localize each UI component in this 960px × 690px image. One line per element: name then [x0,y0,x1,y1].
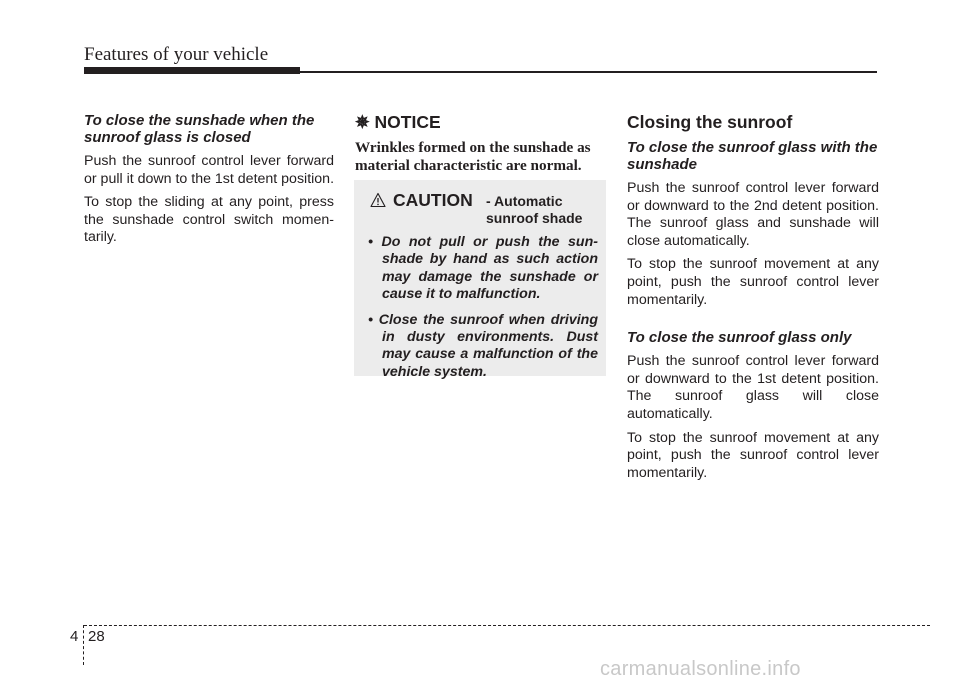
header-bar [84,67,300,74]
caution-box [354,180,606,380]
paragraph: Push the sunroof control lever forward or downward to the 2nd detent position. The sunroof glass and sunshade will close automatically. [627,180,879,249]
warning-triangle-icon [370,192,386,208]
caution-list [368,234,598,389]
notice-text: Wrinkles formed on the sunshade as material characteristic are normal. [355,139,591,174]
list-item: • Do not pull or push the sunshade by hand as such action may damage the sunshade or cause it to malfunction. [368,234,598,303]
paragraph: To stop the sunroof movement at any point, push the sunroof control lever momentarily. [627,256,879,308]
close-glass-only-subheading: To close the sunroof glass only [627,329,852,347]
paragraph: Push the sunroof control lever forward or downward to the 1st detent position. The sunroof glass will close automatically. [627,353,879,422]
middle-column [355,108,607,175]
page-header-title: Features of your vehicle [84,44,269,65]
left-column [84,108,334,253]
caution-subtitle: - Automatic sunroof shade [486,193,583,226]
paragraph: To stop the sunroof movement at any point, push the sunroof control lever momentarily. [627,429,879,481]
caution-label: CAUTION [393,190,473,210]
closing-sunroof-title: Closing the sunroof [627,112,793,132]
right-column [627,108,879,488]
header-rule [300,71,877,73]
list-item: • Close the sunroof when driving in dusty environments. Dust may cause a malfunction of the vehicle system. [368,311,598,380]
page-number: 28 [88,628,105,645]
footer-divider [83,625,84,665]
paragraph: To stop the sliding at any point, press the sunshade control switch momentarily. [84,194,334,246]
paragraph: Push the sunroof control lever forward or pull it down to the 1st detent position. [84,153,335,187]
sunshade-close-subheading: To close the sunshade when the sunroof glass is closed [84,112,315,146]
notice-title: ✵ NOTICE [355,112,441,132]
close-with-sunshade-subheading: To close the sunroof glass with the sunshade [627,139,878,173]
footer-rule [84,625,930,626]
chapter-number: 4 [70,628,79,645]
watermark: carmanualsonline.info [600,658,801,680]
